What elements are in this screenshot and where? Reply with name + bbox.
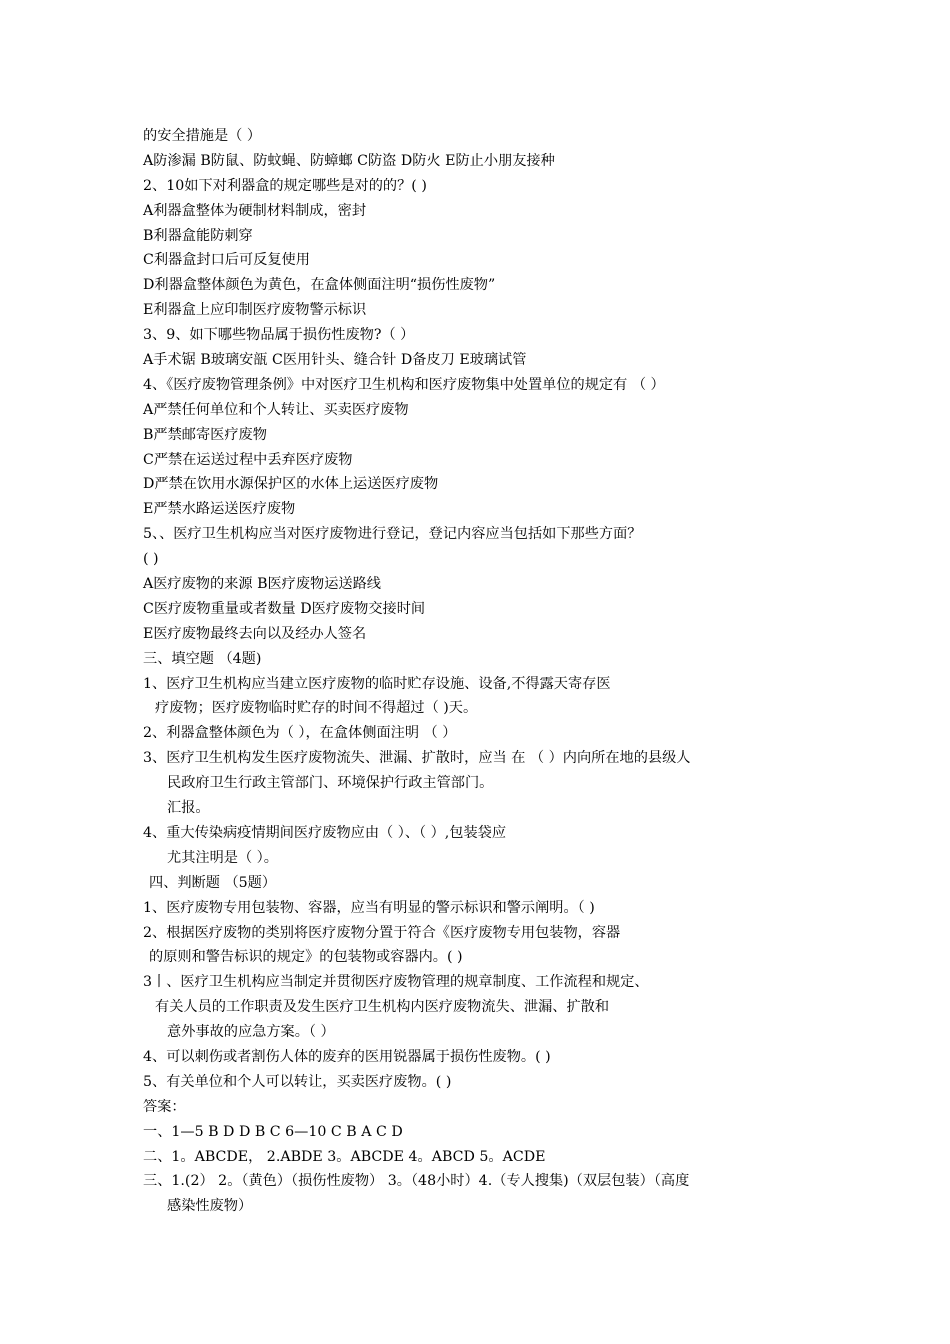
- text-line: 尤其注明是（ ）。: [167, 849, 278, 866]
- text-line: 2、10如下对利器盒的规定哪些是对的的？( ): [143, 177, 427, 194]
- text-line: 三、1.(2） 2。（黄色）（损伤性废物） 3。（48小时）4.（专人搜集)（双层包装）（高度: [143, 1173, 690, 1190]
- text-line: C严禁在运送过程中丢弃医疗废物: [143, 451, 353, 468]
- text-line: A利器盒整体为硬制材料制成，密封: [143, 202, 367, 219]
- text-line: 一、1—5 B D D B C 6—10 C B A C D: [143, 1123, 403, 1140]
- document-body: [143, 124, 823, 1219]
- text-line: 5、、医疗卫生机构应当对医疗废物进行登记，登记内容应当包括如下那些方面？: [143, 526, 642, 543]
- text-line: B严禁邮寄医疗废物: [143, 426, 267, 443]
- text-line: 2、利器盒整体颜色为（ ），在盒体侧面注明 （ ）: [143, 725, 457, 742]
- text-line: 1、医疗废物专用包装物、容器，应当有明显的警示标识和警示阐明。（ ): [143, 899, 595, 916]
- text-line: A医疗废物的来源 B医疗废物运送路线: [143, 576, 381, 593]
- text-line: A严禁任何单位和个人转让、买卖医疗废物: [143, 401, 409, 418]
- text-line: 意外事故的应急方案。（ ）: [167, 1024, 335, 1041]
- text-line: D严禁在饮用水源保护区的水体上运送医疗废物: [143, 476, 439, 493]
- text-line: 感染性废物）: [167, 1198, 253, 1215]
- text-line: 1、医疗卫生机构应当建立医疗废物的临时贮存设施、设备,不得露天寄存医: [143, 675, 611, 692]
- text-line: 3、9、如下哪些物品属于损伤性废物?（ ）: [143, 327, 415, 344]
- text-line: 5、有关单位和个人可以转让，买卖医疗废物。( ): [143, 1073, 452, 1090]
- text-line: A防渗漏 B防鼠、防蚊蝇、防蟑螂 C防盗 D防火 E防止小朋友接种: [143, 152, 555, 169]
- text-line: 4、《医疗废物管理条例》中对医疗卫生机构和医疗废物集中处置单位的规定有 （ ）: [143, 376, 665, 393]
- text-line: 四、判断题 （5题）: [149, 874, 277, 891]
- text-line: 4、重大传染病疫情期间医疗废物应由（ ）、（ ）,包装袋应: [143, 824, 507, 841]
- text-line: A手术锯 B玻璃安瓿 C医用针头、缝合针 D备皮刀 E玻璃试管: [143, 352, 527, 369]
- text-line: 疗废物；医疗废物临时贮存的时间不得超过（ )天。: [155, 700, 478, 717]
- text-line: E医疗废物最终去向以及经办人签名: [143, 625, 367, 642]
- text-line: E严禁水路运送医疗废物: [143, 501, 296, 518]
- text-line: 2、根据医疗废物的类别将医疗废物分置于符合《医疗废物专用包装物，容器: [143, 924, 621, 941]
- text-line: C医疗废物重量或者数量 D医疗废物交接时间: [143, 600, 426, 617]
- text-line: 有关人员的工作职责及发生医疗卫生机构内医疗废物流失、泄漏、扩散和: [155, 999, 610, 1016]
- text-line: 二、1。ABCDE， 2.ABDE 3。ABCDE 4。ABCD 5。ACDE: [143, 1148, 546, 1165]
- text-line: 3丨、医疗卫生机构应当制定并贯彻医疗废物管理的规章制度、工作流程和规定、: [143, 974, 649, 991]
- text-line: 汇报。: [167, 800, 210, 817]
- text-line: 民政府卫生行政主管部门、环境保护行政主管部门。: [167, 775, 494, 792]
- text-line: C利器盒封口后可反复使用: [143, 252, 310, 269]
- text-line: ( ): [143, 551, 159, 568]
- text-line: 的安全措施是（ ）: [143, 128, 262, 144]
- text-line: 的原则和警告标识的规定》的包装物或容器内。( ): [149, 949, 463, 966]
- text-line: D利器盒整体颜色为黄色，在盒体侧面注明“损伤性废物”: [143, 277, 496, 294]
- text-line: E利器盒上应印制医疗废物警示标识: [143, 302, 367, 319]
- text-line: 三、填空题 （4题): [143, 650, 262, 667]
- text-line: 3、医疗卫生机构发生医疗废物流失、泄漏、扩散时，应当 在 （ ）内向所在地的县级人: [143, 750, 691, 767]
- text-line: B利器盒能防刺穿: [143, 227, 253, 244]
- text-line: 4、可以刺伤或者割伤人体的废弃的医用锐器属于损伤性废物。( ): [143, 1048, 551, 1065]
- text-line: 答案：: [143, 1098, 186, 1115]
